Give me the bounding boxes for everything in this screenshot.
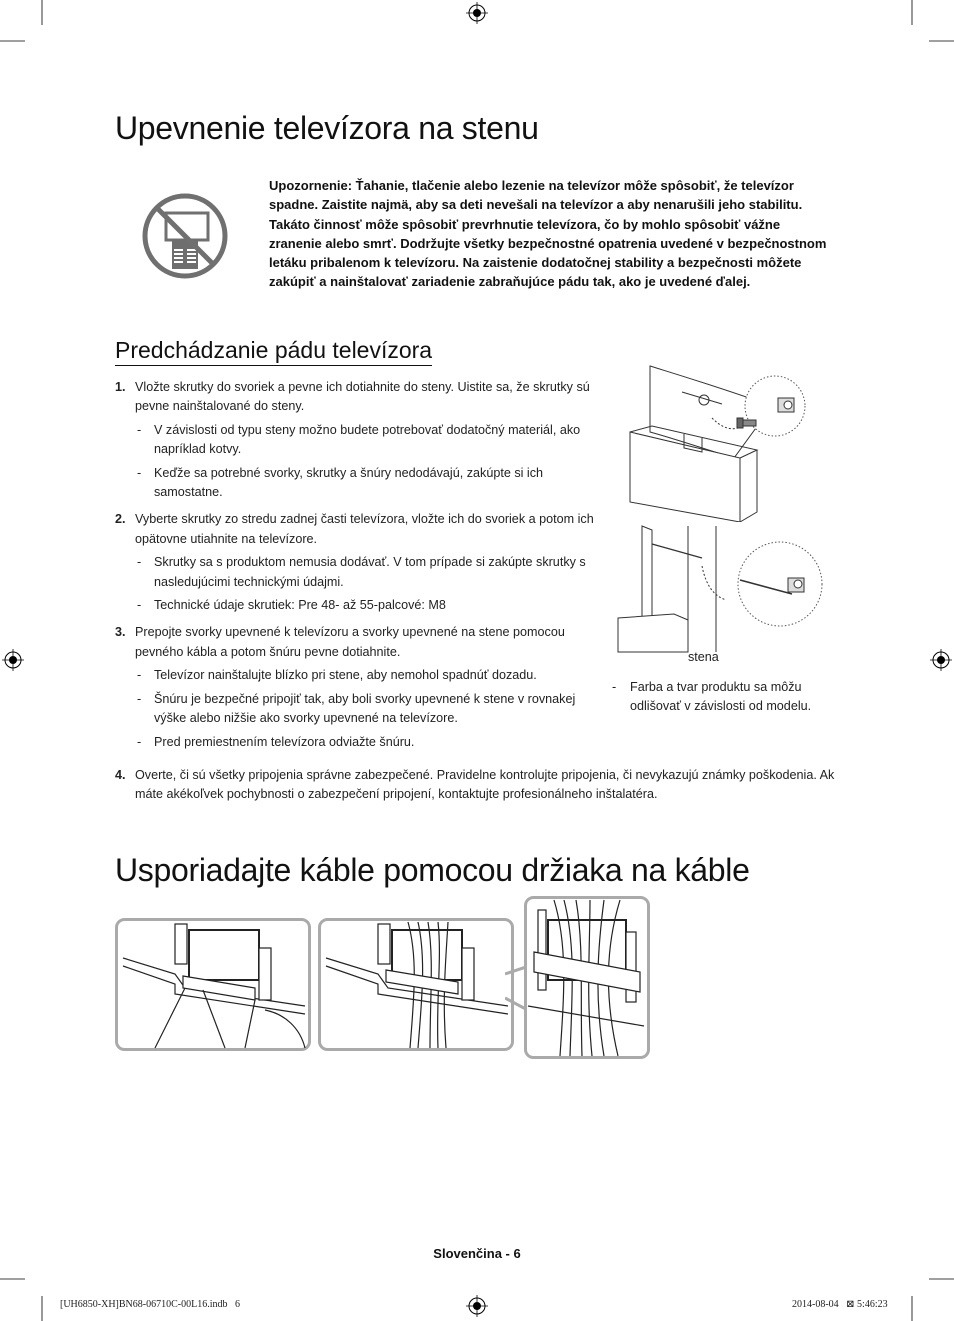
- section-heading: [115, 337, 432, 366]
- dash: -: [612, 680, 617, 694]
- sub-item: [115, 464, 600, 503]
- tv-side-wall-figure: [612, 522, 824, 654]
- warning-text: Upozornenie: Ťahanie, tlačenie alebo lezenie na televízor môže spôsobiť, že televízor spadne. Zaistite najmä, aby sa deti nevešali na televízor a aby nenarušili jeho stabilitu. Takáto činnosť môže spôsobiť prevrhnutie televízora, čo by mohlo spôsobiť vážne zranenie alebo smrť. Dodržujte všetky bezpečnostné opatrenia uvedené v bezpečnostnom letáku pribalenom k televízoru. Na zaistenie dodatočnej stability a bezpečnosti môžete zakúpiť a nainštalovať zariadenie zabraňujúce pádu tak, ako je uvedené ďalej.: [269, 178, 827, 290]
- list-item: [115, 510, 600, 615]
- list-item: [115, 766, 835, 805]
- sub-item: [115, 553, 600, 592]
- dash: -: [137, 734, 142, 749]
- no-leaning-on-tv-icon: [142, 193, 228, 279]
- sub-text: Skrutky sa s produktom nemusia dodávať. V tom prípade si zakúpte skrutky s nasledujúcimi technickými údajmi.: [154, 555, 586, 589]
- sub-text: Šnúru je bezpečné pripojiť tak, aby boli svorky upevnené k stene v rovnakej výške alebo nižšie ako svorky upevnené na televízore.: [154, 691, 576, 726]
- sub-item: [115, 596, 600, 615]
- sub-item: [115, 690, 600, 729]
- figure-note-text: Farba a tvar produktu sa môžu odlišovať v závislosti od modelu.: [630, 680, 812, 714]
- list-item: [115, 378, 600, 502]
- step-text: Vyberte skrutky zo stredu zadnej časti televízora, vložte ich do svoriek a potom ich opätovne utiahnite na televízore.: [135, 512, 594, 546]
- page-title: Upevnenie televízora na stenu: [115, 110, 539, 146]
- sub-text: Keďže sa potrebné svorky, skrutky a šnúry nedodávajú, zakúpte si ich samostatne.: [154, 465, 544, 500]
- registration-mark-icon: [2, 649, 24, 671]
- figure-label-wall: stena: [688, 650, 719, 664]
- step-number: 2.: [115, 512, 126, 527]
- step-number: 4.: [115, 768, 126, 782]
- cable-holder-figure-1: [115, 918, 311, 1051]
- dash: -: [137, 691, 142, 706]
- registration-mark-icon: [930, 649, 952, 671]
- sub-text: Technické údaje skrutiek: Pre 48- až 55-palcové: M8: [154, 598, 446, 613]
- step-text: Vložte skrutky do svoriek a pevne ich dotiahnite do steny. Uistite sa, že skrutky sú pevne nainštalované do steny.: [135, 380, 590, 414]
- dash: -: [137, 668, 142, 683]
- registration-mark-icon: [466, 1295, 488, 1317]
- cable-holder-figure-2: [318, 918, 514, 1051]
- step-text: Overte, či sú všetky pripojenia správne zabezpečené. Pravidelne kontrolujte pripojenia, či nevykazujú známky poškodenia. Ak máte akékoľvek pochybnosti o zabezpečení pripojení, kontaktujte profesionálneho inštalatéra.: [135, 768, 835, 802]
- registration-mark-icon: [466, 2, 488, 24]
- print-file-info: [UH6850-XH]BN68-06710C-00L16.indb 6: [60, 1299, 240, 1310]
- cable-holder-figure-zoom: [524, 896, 650, 1059]
- dash: -: [137, 422, 142, 437]
- dash: -: [137, 555, 142, 570]
- screw-icon: [737, 418, 756, 428]
- figure-note: [612, 678, 834, 717]
- wall-clamp-icon: [778, 398, 794, 412]
- sub-text: V závislosti od typu steny možno budete potrebovať dodatočný materiál, ako napríklad kotvy.: [154, 422, 581, 457]
- tv-back-clamp-figure: [622, 362, 836, 522]
- sub-item: [115, 666, 600, 685]
- dash: -: [137, 598, 142, 613]
- section-title: Predchádzanie pádu televízora: [115, 337, 432, 366]
- page-label: Slovenčina - 6: [433, 1246, 521, 1261]
- sub-text: Pred premiestnením televízora odviažte šnúru.: [154, 734, 415, 749]
- step-number: 3.: [115, 625, 126, 640]
- cable-section-title: Usporiadajte káble pomocou držiaka na káble: [115, 852, 750, 888]
- step-list: [115, 378, 600, 752]
- step-number: 1.: [115, 380, 126, 394]
- sub-text: Televízor nainštalujte blízko pri stene, aby nemohol spadnúť dozadu.: [154, 668, 537, 683]
- step-text: Prepojte svorky upevnené k televízoru a svorky upevnené na stene pomocou pevného kábla a potom šnúru pevne dotiahnite.: [135, 625, 565, 659]
- sub-item: [115, 733, 600, 752]
- print-date-info: 2014-08-04 ⊠ 5:46:23: [792, 1299, 888, 1310]
- sub-item: [115, 421, 600, 460]
- dash: -: [137, 465, 142, 480]
- list-item: [115, 623, 600, 751]
